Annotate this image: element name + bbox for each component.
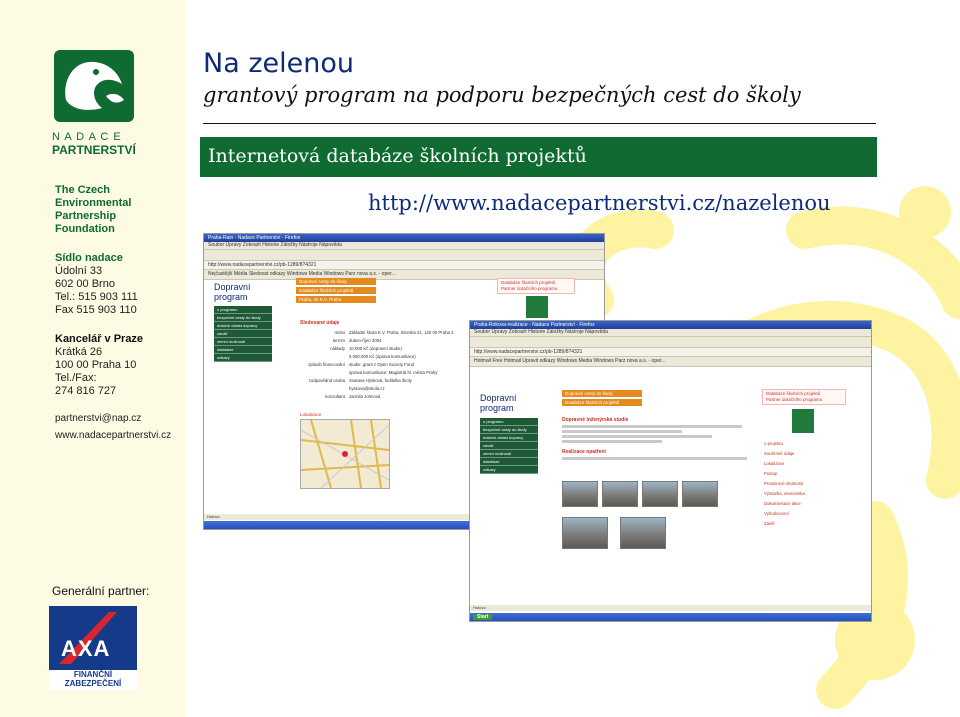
nav-item[interactable]: dotační oblast dopravy — [214, 322, 272, 330]
nav-item[interactable]: bezpečné cesty do školy — [214, 314, 272, 322]
hq-line: Fax 515 903 110 — [55, 304, 137, 316]
row-value: 10.000 Kč (dopravní studie) — [349, 346, 402, 351]
row-key: termín — [332, 338, 345, 343]
row-key: náklady — [330, 346, 345, 351]
section-heading: Realizace opatření — [562, 449, 606, 455]
row-key — [300, 385, 349, 393]
nav-item[interactable]: odkazy — [480, 466, 538, 474]
hq-line: Tel.: 515 903 111 — [55, 291, 138, 303]
hq-line: 602 00 Brno — [55, 278, 115, 290]
nav-item[interactable]: bezpečné cesty do školy — [480, 426, 538, 434]
office-address — [55, 333, 143, 398]
web-link[interactable]: www.nadacepartnerstvi.cz — [55, 430, 172, 441]
orange-buttons — [296, 278, 376, 303]
site-heading-line: program — [480, 403, 514, 413]
row-key: konzultant — [325, 394, 345, 399]
nav-item[interactable]: odkazy — [214, 354, 272, 362]
table-row — [300, 377, 470, 385]
orange-button[interactable]: Dopravní cesty do školy — [296, 278, 376, 285]
detail-menu — [764, 439, 840, 529]
detail-menu-item[interactable]: Vyhodnocení — [764, 511, 789, 516]
axa-logo — [49, 606, 137, 690]
org-name-line: Foundation — [55, 223, 115, 235]
bird-emblem-icon — [52, 50, 136, 122]
nav-item[interactable]: databáze — [480, 458, 538, 466]
foundation-logo — [52, 50, 136, 160]
row-value: 5.000.000 Kč (úprava komunikace) — [349, 354, 416, 359]
detail-menu-item[interactable]: Závěr — [764, 521, 775, 526]
row-value: hyskova@skola.cz — [349, 386, 385, 391]
orange-button[interactable]: Praha, 25 K.V. Praha — [296, 296, 376, 303]
row-key: místo — [334, 330, 345, 335]
table-row — [300, 337, 470, 345]
project-table — [300, 329, 470, 401]
street-photo — [620, 517, 666, 549]
right-link[interactable]: Databáze školních projektů — [766, 391, 821, 396]
partner-badge-icon — [792, 409, 814, 433]
right-link[interactable]: Partner dotačního programu — [766, 397, 823, 402]
logo-line2: PARTNERSTVÍ — [52, 143, 136, 157]
browser-toolbar — [470, 337, 871, 348]
row-key: způsob financování — [307, 362, 345, 367]
table-row — [300, 369, 470, 377]
hq-address — [55, 252, 138, 317]
row-value: Svatava Hýsková, ředitelka školy — [349, 378, 412, 383]
row-key — [300, 353, 349, 361]
section-banner — [200, 137, 877, 177]
street-photo — [602, 481, 638, 507]
row-value: duben-říjen 2004 — [349, 338, 382, 343]
street-photo — [562, 517, 608, 549]
nav-item[interactable]: zemní možnosti — [480, 450, 538, 458]
orange-button[interactable]: Databáze školních projektů — [562, 399, 642, 406]
section-heading: Dopravně inženýrská studie — [562, 417, 629, 423]
row-value: Jarmila Johnová — [349, 394, 381, 399]
office-line: Tel./Fax: — [55, 372, 97, 384]
nav-item[interactable]: o programu — [214, 306, 272, 314]
database-url-link[interactable]: http://www.nadacepartnerstvi.cz/nazelenou — [368, 191, 831, 215]
address-bar: http://www.nadacepartnerstvi.cz/pb-1289/8?4321 — [470, 348, 871, 357]
text-line — [562, 440, 662, 443]
detail-menu-item[interactable]: Lokalizace — [764, 461, 785, 466]
axa-caption — [49, 670, 137, 690]
menu-bar: Soubor Úpravy Zobrazit Historie Záložky Nástroje Nápověda — [204, 242, 604, 250]
banner-text: Internetová databáze školních projektů — [208, 145, 587, 167]
nav-item[interactable]: zemní možnosti — [214, 338, 272, 346]
table-row — [300, 393, 470, 401]
detail-menu-item[interactable]: Souhrnné údaje — [764, 451, 795, 456]
section-heading: Sledované údaje — [300, 320, 340, 326]
browser-toolbar — [204, 250, 604, 261]
hq-line: Údolní 33 — [55, 265, 103, 277]
site-heading-line: Dopravní — [480, 393, 517, 403]
address-bar: http://www.nadacepartnerstvi.cz/pb-1289/8?4321 — [204, 261, 604, 270]
office-line: 100 00 Praha 10 — [55, 359, 137, 371]
bookmarks-bar: Nejčastější Média Sledovat odkazy Windows Media Windows Parz nova a.s. - oper... — [204, 270, 604, 280]
orange-button[interactable]: Dopravní cesty do školy — [562, 390, 642, 397]
site-nav — [214, 306, 272, 362]
logo-line1: N A D A C E — [52, 131, 122, 143]
office-heading: Kancelář v Praze — [55, 333, 144, 345]
text-line — [562, 425, 742, 428]
axa-caption-line: FINANČNÍ — [73, 670, 113, 679]
row-key — [300, 369, 349, 377]
org-name-line: The Czech — [55, 184, 111, 196]
site-nav — [480, 418, 538, 474]
row-value: úprava komunikace: Magistrát hl. města Prahy — [349, 370, 438, 375]
taskbar — [470, 613, 871, 621]
email-link[interactable]: partnerstvi@nap.cz — [55, 413, 142, 424]
row-key: zodpovědná osoba — [308, 378, 345, 383]
map-label: Lokalizace — [300, 412, 322, 417]
street-photo — [562, 481, 598, 507]
site-heading-line: Dopravní — [214, 282, 251, 292]
page-subtitle: grantový program na podporu bezpečných cest do školy — [203, 83, 801, 107]
partner-label: Generální partner: — [52, 584, 150, 598]
org-name-line: Partnership — [55, 210, 117, 222]
table-row — [300, 353, 470, 361]
start-button[interactable]: Start — [473, 614, 492, 620]
screenshot-front — [469, 320, 872, 622]
text-line — [562, 435, 712, 438]
detail-menu-item[interactable]: Výstavba, ekonomika — [764, 491, 805, 496]
bookmarks-bar: Hotmail Free Hotmail Upravit odkazy Windows Media Windows Parz nova a.s. - oper... — [470, 357, 871, 367]
detail-menu-item[interactable]: Prostorové okolnosti — [764, 481, 803, 486]
status-bar: Hotovo — [470, 605, 871, 611]
window-titlebar: Praha-Rain - Nadace Partnerství - Firefox — [204, 234, 604, 242]
axa-caption-line: ZABEZPEČENÍ — [64, 679, 122, 688]
nav-item[interactable]: zaválí — [480, 442, 538, 450]
right-links — [497, 278, 575, 294]
detail-menu-item[interactable]: Postup — [764, 471, 778, 476]
row-value: Základní škola K.V. Praha, Slezská 21, 120 00 Praha 2 — [349, 330, 454, 335]
nav-item[interactable]: dotační oblast dopravy — [480, 434, 538, 442]
site-heading — [214, 282, 274, 302]
street-photo — [682, 481, 718, 507]
page-title: Na zelenou — [203, 48, 354, 79]
hq-heading: Sídlo nadace — [55, 252, 123, 264]
nav-item[interactable]: zaválí — [214, 330, 272, 338]
office-line: Krátká 26 — [55, 346, 103, 358]
nav-item[interactable]: o programu — [480, 418, 538, 426]
table-row — [300, 345, 470, 353]
nav-item[interactable]: databáze — [214, 346, 272, 354]
right-links — [762, 389, 846, 405]
right-link[interactable]: Databáze školních projektů — [501, 280, 556, 285]
window-titlebar: Praha-Rokova-realizace - Nadace Partnerství - Firefox — [470, 321, 871, 329]
table-row — [300, 361, 470, 369]
axa-brand: AXA — [61, 636, 111, 661]
org-name — [55, 184, 131, 236]
project-detail — [562, 417, 752, 462]
orange-button[interactable]: Databáze školních projektů — [296, 287, 376, 294]
detail-menu-item[interactable]: Dokumentace akce — [764, 501, 801, 506]
table-row — [300, 329, 470, 337]
site-heading — [480, 393, 540, 413]
detail-menu-item[interactable]: o projektu — [764, 441, 783, 446]
table-row — [300, 385, 470, 393]
map-icon — [301, 420, 389, 488]
street-photo — [642, 481, 678, 507]
site-heading-line: program — [214, 292, 248, 302]
text-line — [562, 457, 747, 460]
menu-bar: Soubor Úpravy Zobrazit Historie Záložky Nástroje Nápověda — [470, 329, 871, 337]
partner-badge-icon — [526, 296, 548, 318]
row-value: studie: grant z Open Society Fund — [349, 362, 414, 367]
office-line: 274 816 727 — [55, 385, 117, 397]
right-link[interactable]: Partner dotačního programu — [501, 286, 558, 291]
status-bar: Hotovo — [204, 514, 604, 520]
location-map — [300, 419, 390, 489]
header-divider — [203, 123, 876, 124]
orange-buttons — [562, 390, 642, 406]
org-name-line: Environmental — [55, 197, 132, 209]
text-line — [562, 430, 682, 433]
